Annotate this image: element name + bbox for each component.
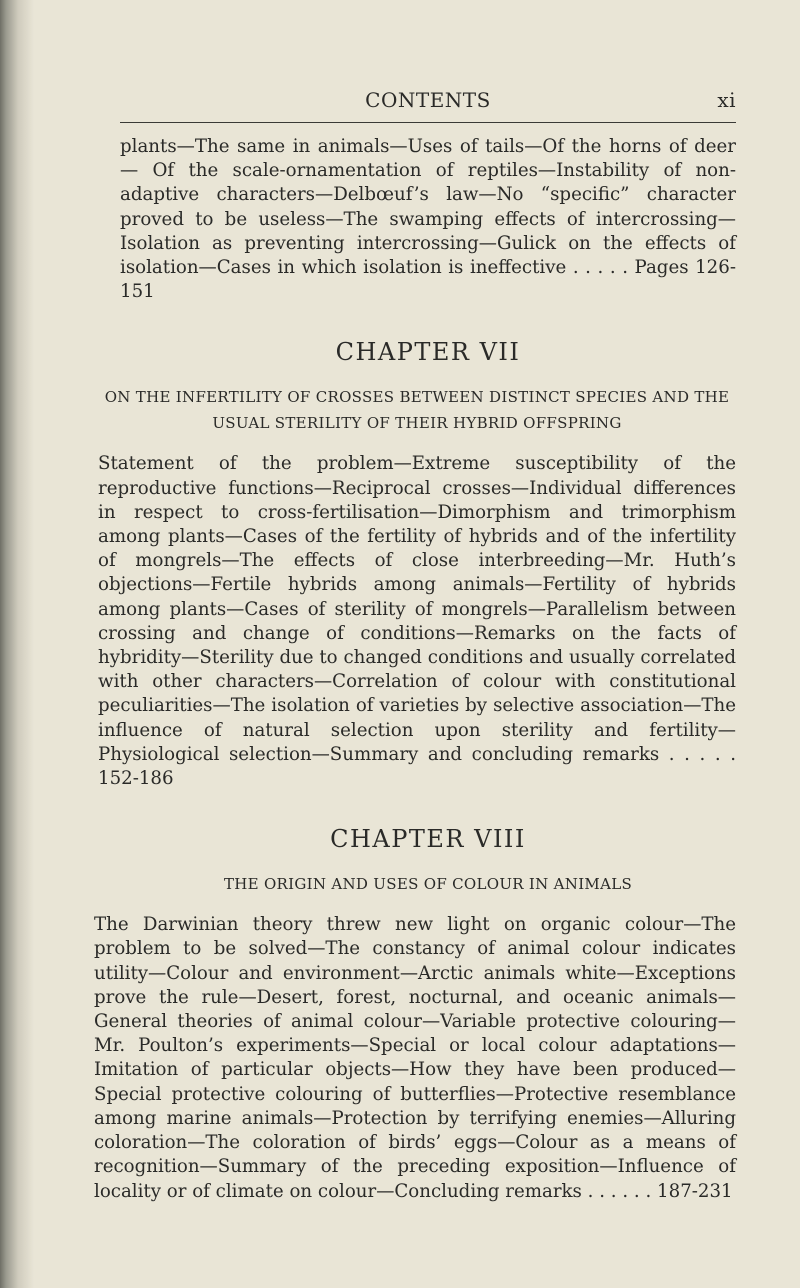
entry-leaders: . . . . . . bbox=[581, 1180, 658, 1202]
entry-leaders: . . . . . bbox=[659, 743, 736, 765]
chapter-heading-7: CHAPTER VII bbox=[335, 338, 521, 367]
running-head-title: CONTENTS bbox=[365, 88, 491, 112]
running-head bbox=[120, 88, 736, 122]
contents-entry-chapter-6-continued bbox=[120, 135, 736, 304]
header-rule bbox=[120, 122, 736, 123]
entry-pages: 126-151 bbox=[120, 257, 736, 303]
book-page bbox=[94, 88, 736, 1204]
entry-pages: 152-186 bbox=[98, 768, 174, 790]
book-binding-shadow bbox=[0, 0, 34, 1288]
chapter-subtitle-8: THE ORIGIN AND USES OF COLOUR IN ANIMALS bbox=[223, 875, 633, 894]
entry-text: Statement of the problem—Extreme susceptibility of the reproductive functions—Reciprocal crosses—Individual differences in respect to cross-fertilisation—Dimorphism and trimorphism among plants—Cases of the fertility of hybrids and of the infertility of mongrels—The effects of close interbreeding—Mr. Huth’s objections—Fertile hybrids among animals—Fertility of hybrids among plants—Cases of sterility of mongrels—Parallelism between crossing and change of conditions—Remarks on the facts of hybridity—Sterility due to changed conditions and usually correlated with other characters—Correlation of colour with constitutional peculiarities—The isolation of varieties by selective association—The influence of natural selection upon sterility and fertility—Physiological selection—Summary and concluding remarks bbox=[98, 453, 736, 765]
entry-leaders: . . . . . Pages bbox=[566, 257, 689, 279]
entry-pages: 187-231 bbox=[657, 1180, 733, 1202]
contents-entry-chapter-7 bbox=[98, 452, 736, 791]
contents-entry-chapter-8 bbox=[94, 913, 736, 1203]
chapter-subtitle-7: ON THE INFERTILITY OF CROSSES BETWEEN DISTINCT SPECIES AND THE USUAL STERILITY OF THEIR HYBRID OFFSPRING bbox=[104, 388, 730, 433]
chapter-heading-8: CHAPTER VIII bbox=[330, 825, 526, 854]
entry-text: The Darwinian theory threw new light on organic colour—The problem to be solved—The constancy of animal colour indicates utility—Colour and environment—Arctic animals white—Exceptions prove the rule—Desert, forest, nocturnal, and oceanic animals—General theories of animal colour—Variable protective colouring—Mr. Poulton’s experiments—Special or local colour adaptations—Imitation of particular objects—How they have been produced—Special protective colouring of butterflies—Protective resemblance among marine animals—Protection by terrifying enemies—Alluring coloration—The coloration of birds’ eggs—Colour as a means of recognition—Summary of the preceding exposition—Influence of locality or of climate on colour—Concluding remarks bbox=[94, 914, 736, 1202]
entry-text: plants—The same in animals—Uses of tails—Of the horns of deer— Of the scale-ornamentation of reptiles—Instability of non-adaptive characters—Delbœuf’s law—No “specific” character proved to be useless—The swamping effects of intercrossing—Isolation as preventing intercrossing—Gulick on the effects of isolation—Cases in which isolation is ineffective bbox=[120, 136, 736, 279]
page-number: xi bbox=[717, 88, 736, 112]
